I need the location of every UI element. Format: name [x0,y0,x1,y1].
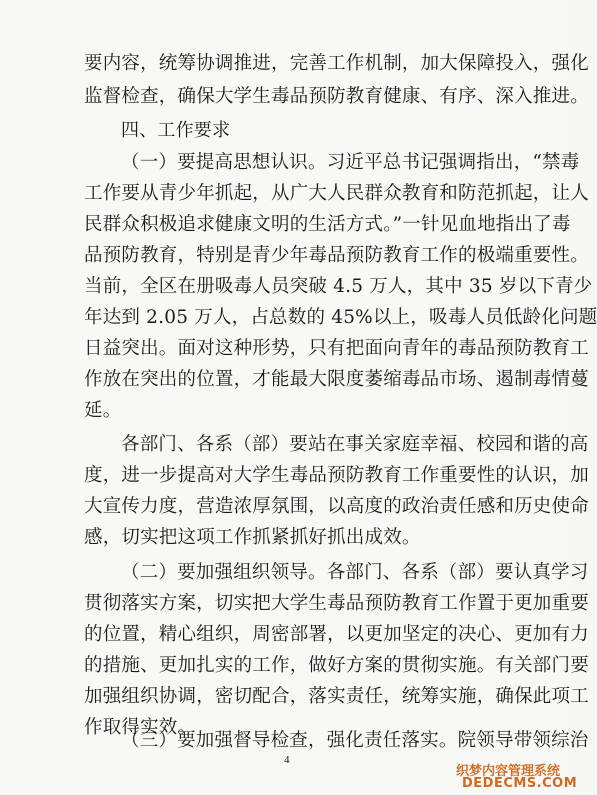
text-line-12: 延。 [84,400,122,421]
text-line-10: 日益突出。面对这种形势，只有把面向青年的毒品预防教育工 [84,338,589,359]
text-line-7: 品预防教育，特别是青少年毒品预防教育工作的极端重要性。 [84,245,589,266]
text-line-18: 贯彻落实方案，切实把大学生毒品预防教育工作置于更加重要 [84,593,589,614]
text-line-19: 的位置，精心组织，周密部署，以更加坚定的决心、更加有力 [84,624,589,645]
text-line-8: 当前，全区在册吸毒人员突破 4.5 万人，其中 35 岁以下青少 [84,276,593,297]
text-line-2: 监督检查，确保大学生毒品预防教育健康、有序、深入推进。 [84,86,589,107]
text-line-23: （三）要加强督导检查，强化责任落实。院领导带领综治 [121,730,589,751]
watermark-title: 织梦内容管理系统 [456,764,561,779]
text-line-16: 感，切实把这项工作抓紧抓好抓出成效。 [84,527,421,548]
text-line-20: 的措施、更加扎实的工作，做好方案的贯彻实施。有关部门要 [84,655,589,676]
text-line-9: 年达到 2.05 万人，占总数的 45%以上，吸毒人员低龄化问题 [84,307,597,328]
text-line-17: （二）要加强组织领导。各部门、各系（部）要认真学习 [121,562,589,583]
page-number: 4 [284,754,290,766]
text-line-13: 各部门、各系（部）要站在事关家庭幸福、校园和谐的高 [121,434,589,455]
text-line-22: 作取得实效。 [84,717,197,738]
text-line-21: 加强组织协调，密切配合，落实责任，统筹实施，确保此项工 [84,686,589,707]
text-line-1: 要内容，统筹协调推进，完善工作机制，加大保障投入，强化 [84,53,589,74]
text-line-4: （一）要提高思想认识。习近平总书记强调指出，“禁毒 [121,152,580,173]
text-line-14: 度，进一步提高对大学生毒品预防教育工作重要性的认识，加 [84,465,589,486]
section-heading: 四、工作要求 [121,120,231,141]
text-line-5: 工作要从青少年抓起，从广大人民群众教育和防范抓起，让人 [84,183,589,204]
text-line-15: 大宣传力度，营造浓厚氛围，以高度的政治责任感和历史使命 [84,496,589,517]
text-line-11: 作放在突出的位置，才能最大限度萎缩毒品市场、遏制毒情蔓 [84,369,589,390]
text-line-6: 民群众积极追求健康文明的生活方式。”一针见血地指出了毒 [84,214,571,235]
watermark-url: DEDECMS.COM [462,776,578,791]
